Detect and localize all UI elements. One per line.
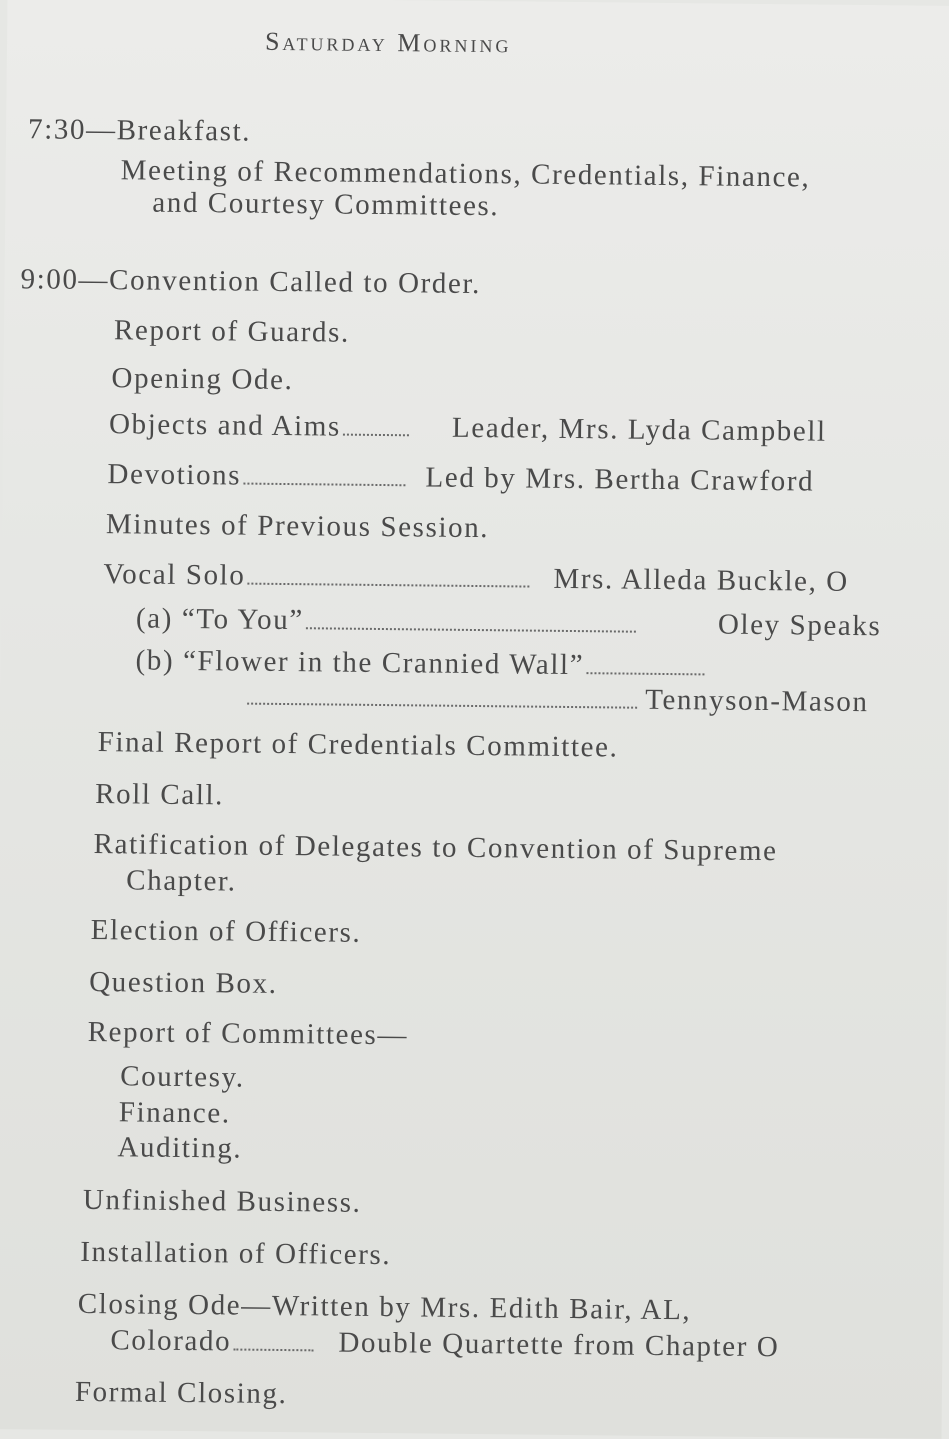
- song-b-composer: Tennyson-Mason: [645, 683, 869, 719]
- minutes-line: Minutes of Previous Session.: [105, 508, 490, 545]
- vocal-solo-line: [103, 557, 911, 599]
- leader-dots: [243, 479, 405, 487]
- opening-ode: Opening Ode.: [111, 362, 294, 397]
- committee-courtesy: Courtesy.: [120, 1060, 245, 1094]
- song-b-line: [135, 643, 847, 684]
- song-b-composer-line: [245, 679, 911, 720]
- leader-dots: [586, 668, 704, 675]
- closing-location: Colorado: [110, 1324, 232, 1358]
- breakfast-item: Breakfast.: [116, 114, 252, 148]
- time-label: 7:30: [27, 113, 87, 146]
- report-committees-line: Report of Committees—: [87, 1015, 409, 1052]
- unfinished-business-line: Unfinished Business.: [82, 1183, 362, 1219]
- closing-ode-line-1: Closing Ode—Written by Mrs. Edith Bair, AL,: [77, 1287, 692, 1327]
- objects-and-aims-line: [109, 407, 911, 449]
- song-a-title: “To You”: [181, 602, 304, 637]
- meeting-line-1: Meeting of Recommendations, Credentials, Finance,: [120, 154, 811, 194]
- dash: —: [78, 263, 110, 297]
- closing-ode-line-2: [110, 1323, 913, 1365]
- leader-dots: [306, 623, 636, 632]
- committee-finance: Finance.: [118, 1096, 231, 1130]
- formal-closing-line: Formal Closing.: [74, 1375, 288, 1411]
- devotions-label: Devotions: [107, 458, 242, 492]
- convention-line: [20, 262, 481, 301]
- ratification-line-2: Chapter.: [126, 864, 237, 898]
- final-report-line: Final Report of Credentials Committee.: [97, 726, 619, 764]
- election-line: Election of Officers.: [90, 913, 362, 949]
- question-box-line: Question Box.: [89, 965, 278, 1000]
- time-label: 9:00: [20, 263, 79, 296]
- closing-performer: Double Quartette from Chapter O: [338, 1326, 780, 1364]
- installation-line: Installation of Officers.: [80, 1235, 392, 1272]
- leader-dots: [247, 579, 529, 588]
- committee-auditing: Auditing.: [117, 1131, 243, 1165]
- objects-leader: Leader, Mrs. Lyda Campbell: [451, 411, 827, 448]
- leader-dots: [247, 699, 637, 709]
- leader-dots: [343, 430, 409, 437]
- song-b-marker: (b): [135, 644, 175, 677]
- convention-item: Convention Called to Order.: [108, 264, 482, 301]
- roll-call-line: Roll Call.: [95, 778, 225, 812]
- vocal-label: Vocal Solo: [103, 558, 246, 592]
- devotions-leader: Led by Mrs. Bertha Crawford: [425, 461, 815, 498]
- dash: —: [85, 113, 117, 147]
- breakfast-line: [28, 112, 251, 148]
- ratification-line-1: Ratification of Delegates to Convention of Supreme: [93, 828, 778, 868]
- song-a-marker: (a): [135, 602, 174, 635]
- leader-dots: [233, 1345, 313, 1352]
- page-title: Saturday Morning: [264, 26, 512, 59]
- song-b-title: “Flower in the Crannied Wall”: [182, 644, 585, 682]
- objects-label: Objects and Aims: [108, 408, 342, 443]
- vocal-singer: Mrs. Alleda Buckle, O: [553, 562, 849, 598]
- report-of-guards: Report of Guards.: [113, 314, 350, 349]
- song-a-line: [136, 601, 912, 643]
- devotions-line: [107, 457, 910, 499]
- song-a-composer: Oley Speaks: [717, 608, 882, 643]
- meeting-line-2: and Courtesy Committees.: [152, 186, 500, 223]
